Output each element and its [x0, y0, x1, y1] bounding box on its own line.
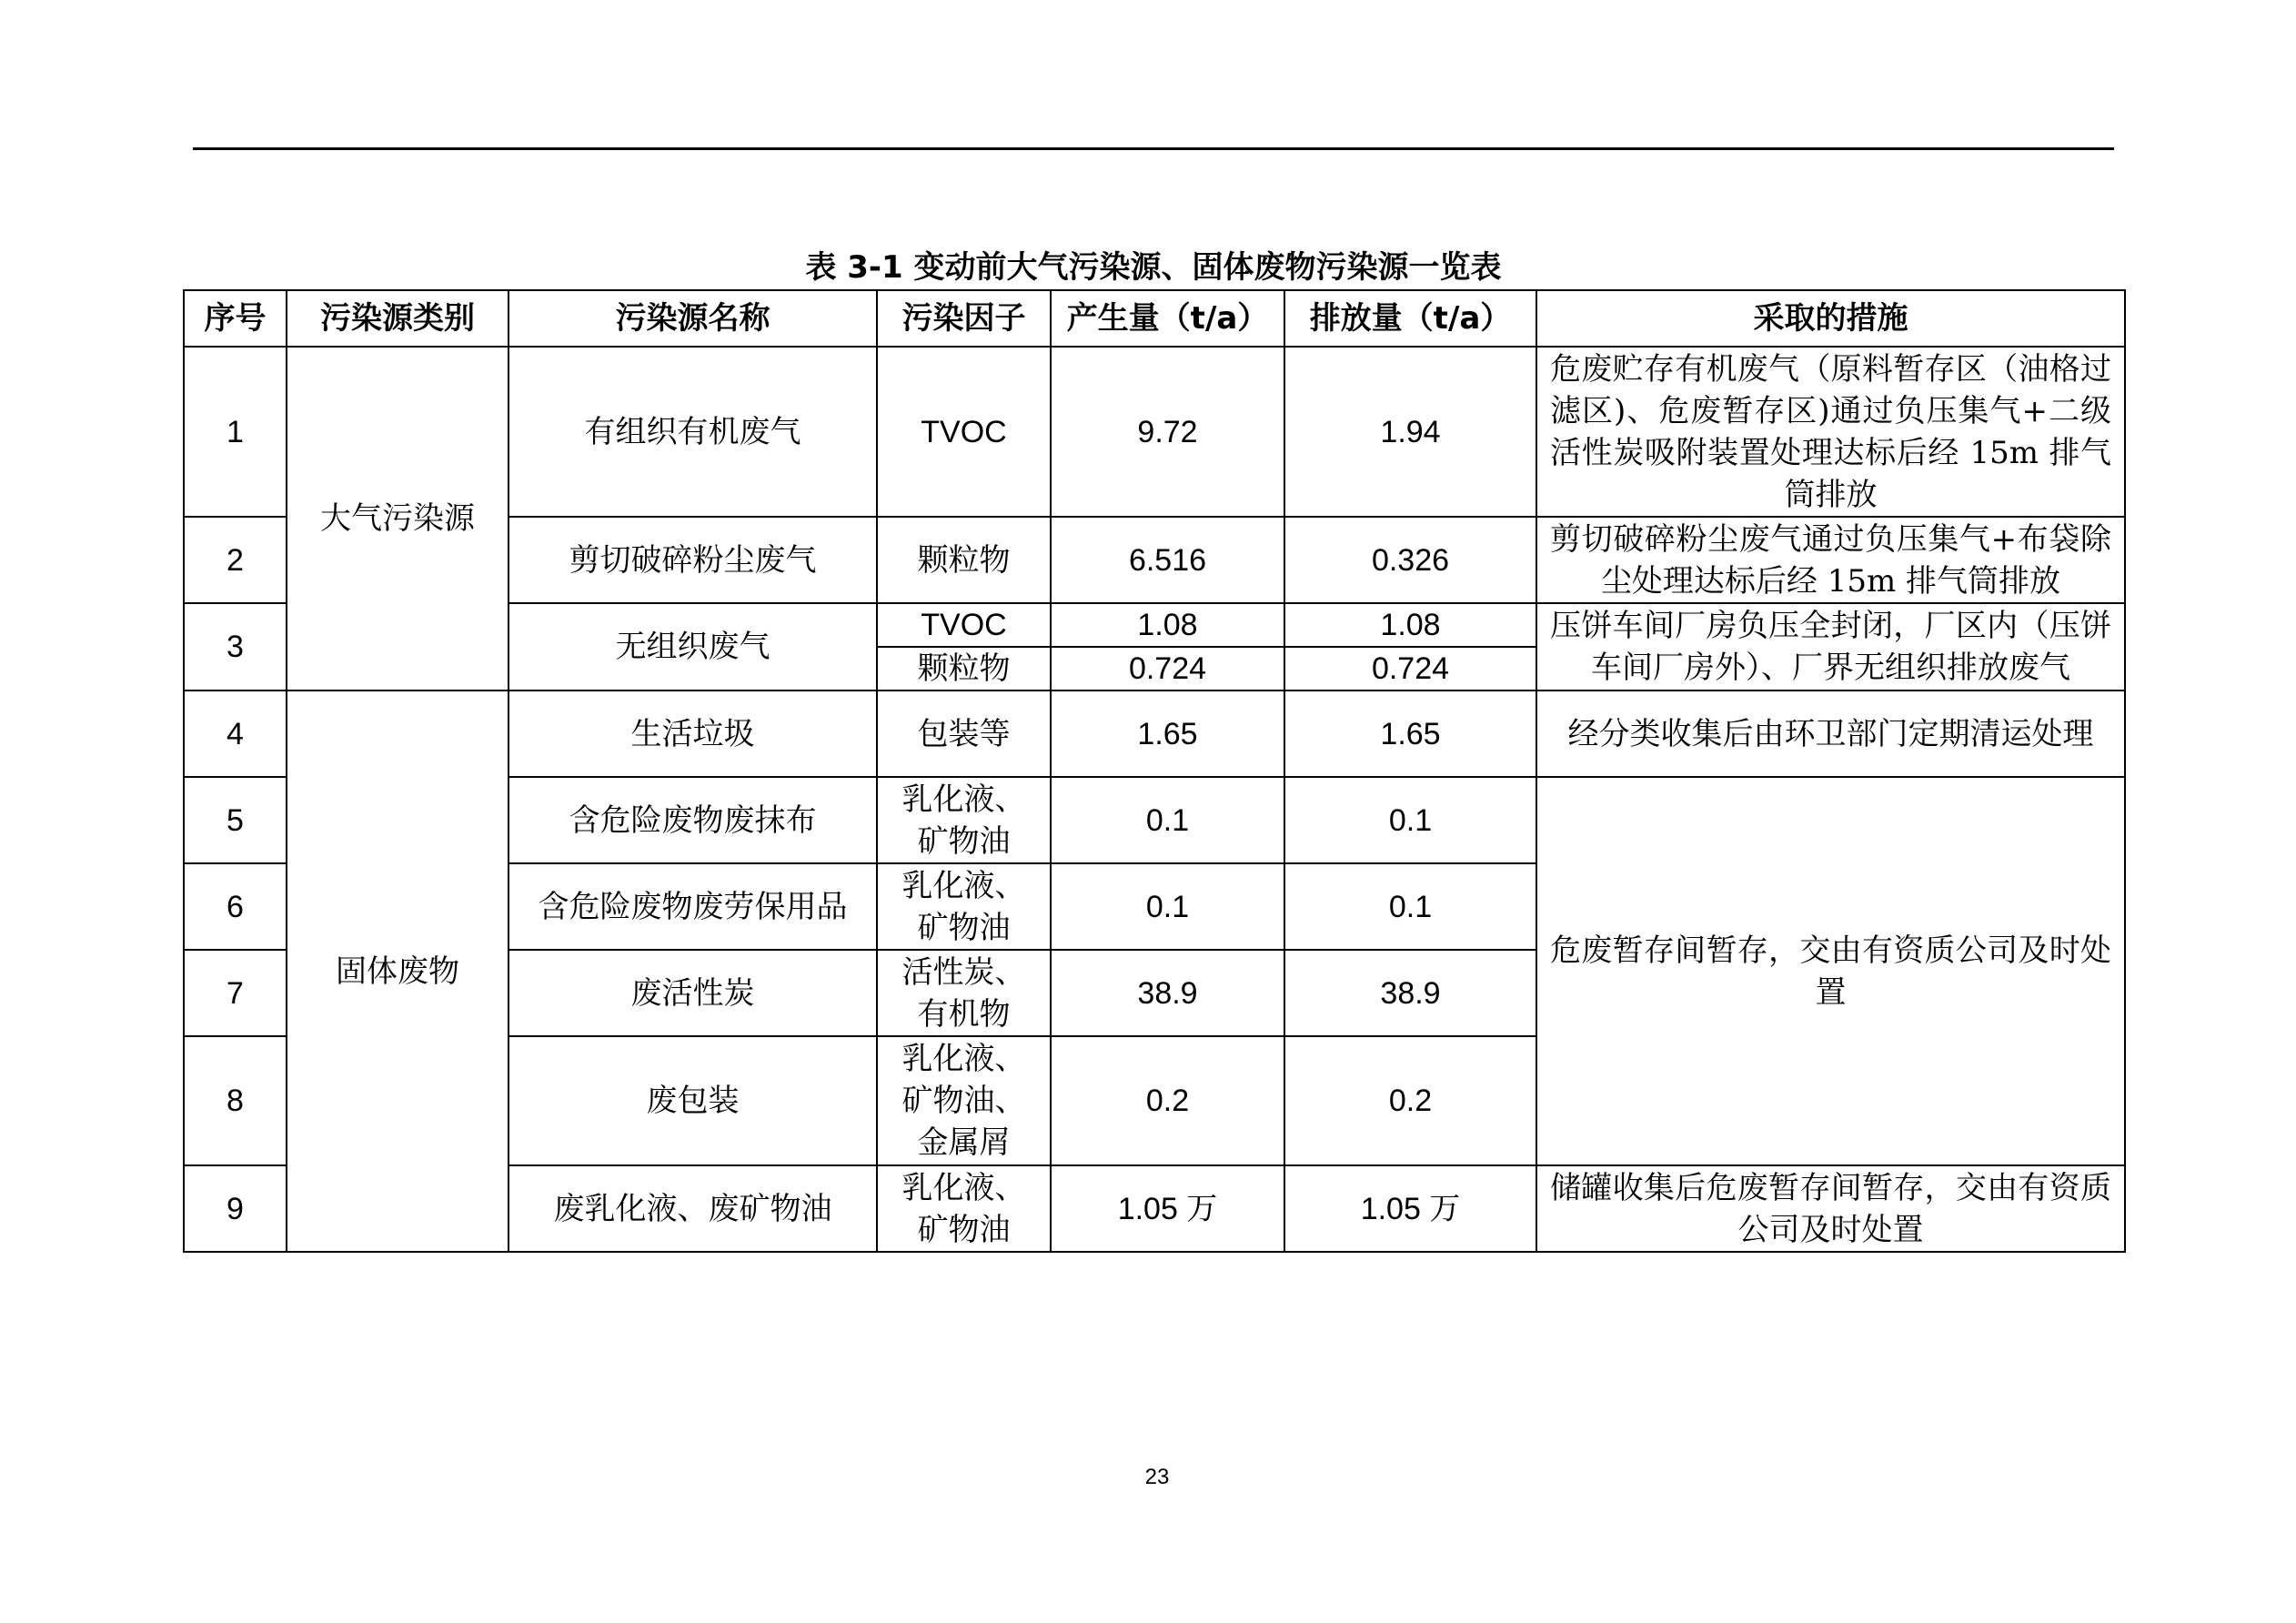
source-name: 生活垃圾: [509, 691, 877, 777]
produced-amount: 1.08: [1051, 603, 1284, 647]
produced-amount: 0.1: [1051, 863, 1284, 950]
row-no: 6: [184, 863, 287, 950]
source-name: 剪切破碎粉尘废气: [509, 517, 877, 603]
emitted-amount: 38.9: [1284, 950, 1536, 1036]
header-measure: 采取的措施: [1536, 290, 2125, 347]
source-name: 废活性炭: [509, 950, 877, 1036]
header-rule: [193, 147, 2114, 150]
produced-amount: 0.2: [1051, 1036, 1284, 1165]
measure: 经分类收集后由环卫部门定期清运处理: [1536, 691, 2125, 777]
table-caption: 表 3-1 变动前大气污染源、固体废物污染源一览表: [805, 249, 1502, 286]
pollution-factor: 乳化液、矿物油、金属屑: [877, 1036, 1051, 1165]
header-source-name: 污染源名称: [509, 290, 877, 347]
pollution-source-table: [183, 289, 2126, 1253]
table-row: [184, 347, 2125, 517]
produced-amount: 1.65: [1051, 691, 1284, 777]
page-number: 23: [1144, 1465, 1170, 1489]
header-row: [184, 290, 2125, 347]
table-row: [184, 691, 2125, 777]
emitted-amount: 0.724: [1284, 647, 1536, 691]
produced-amount: 1.05 万: [1051, 1165, 1284, 1252]
produced-amount: 0.1: [1051, 777, 1284, 863]
category-air: 大气污染源: [287, 347, 509, 691]
measure: 压饼车间厂房负压全封闭，厂区内（压饼车间厂房外）、厂界无组织排放废气: [1536, 603, 2125, 691]
header-no: 序号: [184, 290, 287, 347]
measure: 危废贮存有机废气（原料暂存区（油格过滤区)、危废暂存区)通过负压集气+二级活性炭吸附装置处理达标后经 15m 排气筒排放: [1536, 347, 2125, 517]
source-name: 废乳化液、废矿物油: [509, 1165, 877, 1252]
pollution-factor: 颗粒物: [877, 517, 1051, 603]
category-solid-waste: 固体废物: [287, 691, 509, 1252]
pollution-factor: 包装等: [877, 691, 1051, 777]
pollution-factor: 乳化液、矿物油: [877, 1165, 1051, 1252]
source-name: 有组织有机废气: [509, 347, 877, 517]
measure: 剪切破碎粉尘废气通过负压集气+布袋除尘处理达标后经 15m 排气筒排放: [1536, 517, 2125, 603]
produced-amount: 38.9: [1051, 950, 1284, 1036]
produced-amount: 6.516: [1051, 517, 1284, 603]
row-no: 2: [184, 517, 287, 603]
emitted-amount: 0.1: [1284, 863, 1536, 950]
row-no: 8: [184, 1036, 287, 1165]
emitted-amount: 1.05 万: [1284, 1165, 1536, 1252]
emitted-amount: 0.1: [1284, 777, 1536, 863]
measure: 储罐收集后危废暂存间暂存，交由有资质公司及时处置: [1536, 1165, 2125, 1252]
produced-amount: 0.724: [1051, 647, 1284, 691]
source-name: 无组织废气: [509, 603, 877, 691]
row-no: 5: [184, 777, 287, 863]
source-name: 废包装: [509, 1036, 877, 1165]
row-no: 7: [184, 950, 287, 1036]
header-produced: 产生量（t/a）: [1051, 290, 1284, 347]
header-category: 污染源类别: [287, 290, 509, 347]
row-no: 3: [184, 603, 287, 691]
emitted-amount: 1.65: [1284, 691, 1536, 777]
emitted-amount: 1.08: [1284, 603, 1536, 647]
row-no: 9: [184, 1165, 287, 1252]
pollution-factor: 乳化液、矿物油: [877, 777, 1051, 863]
pollution-factor: 活性炭、有机物: [877, 950, 1051, 1036]
pollution-factor: 颗粒物: [877, 647, 1051, 691]
emitted-amount: 0.326: [1284, 517, 1536, 603]
emitted-amount: 0.2: [1284, 1036, 1536, 1165]
header-factor: 污染因子: [877, 290, 1051, 347]
row-no: 4: [184, 691, 287, 777]
pollution-factor: TVOC: [877, 603, 1051, 647]
source-name: 含危险废物废劳保用品: [509, 863, 877, 950]
row-no: 1: [184, 347, 287, 517]
pollution-factor: TVOC: [877, 347, 1051, 517]
measure-shared: 危废暂存间暂存，交由有资质公司及时处置: [1536, 777, 2125, 1165]
pollution-factor: 乳化液、矿物油: [877, 863, 1051, 950]
header-emitted: 排放量（t/a）: [1284, 290, 1536, 347]
source-name: 含危险废物废抹布: [509, 777, 877, 863]
emitted-amount: 1.94: [1284, 347, 1536, 517]
produced-amount: 9.72: [1051, 347, 1284, 517]
